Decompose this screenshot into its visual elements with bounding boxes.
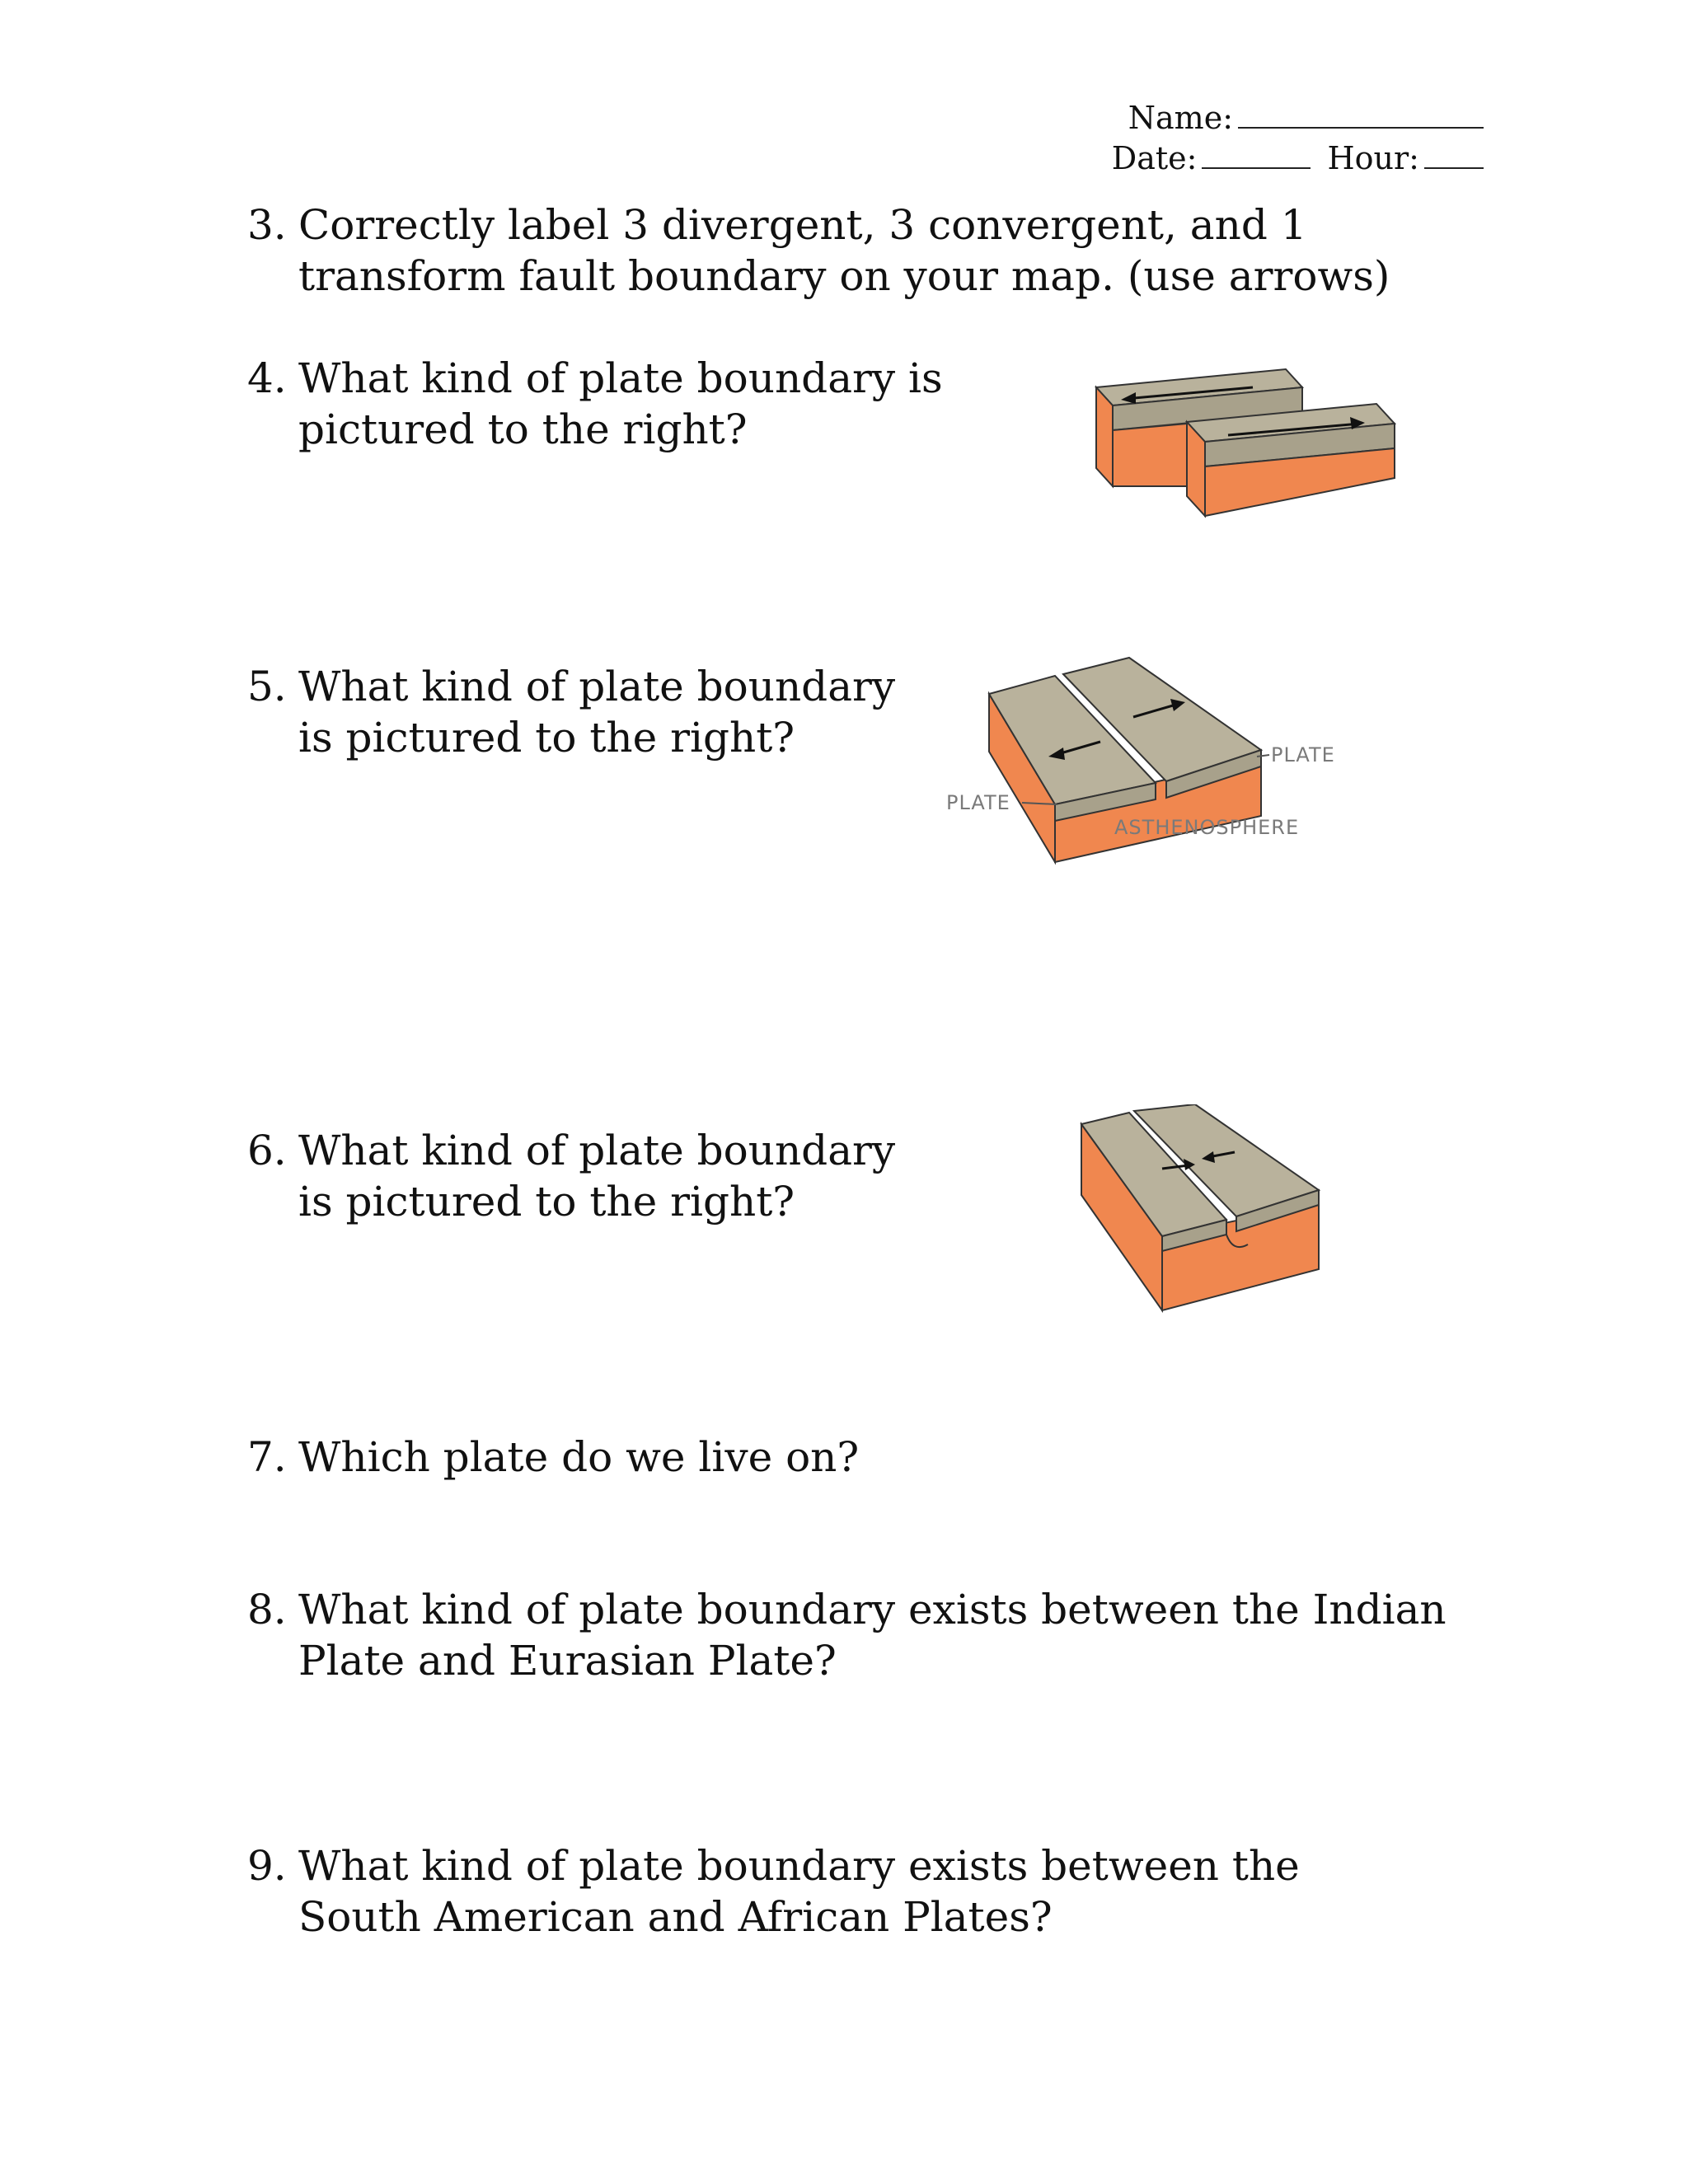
date-field[interactable]: [1202, 138, 1311, 169]
hour-field[interactable]: [1424, 138, 1484, 169]
convergent-boundary-diagram: [1071, 1104, 1335, 1319]
question-text: What kind of plate boundary is pictured to the right?: [298, 1127, 896, 1226]
question-number: 4.: [247, 354, 287, 402]
question-text: What kind of plate boundary exists between the Indian Plate and Eurasian Plate?: [298, 1586, 1447, 1685]
question-text: Correctly label 3 divergent, 3 convergent, and 1 transform fault boundary on your map. (use arrows): [298, 201, 1390, 300]
question-text: What kind of plate boundary is pictured to the right?: [298, 354, 943, 453]
question-5: [247, 661, 907, 763]
question-number: 6.: [247, 1127, 287, 1174]
question-number: 3.: [247, 201, 287, 249]
student-info-header: [1112, 97, 1484, 178]
name-label: Name:: [1128, 100, 1233, 136]
asthenosphere-label: ASTHENOSPHERE: [1114, 816, 1300, 839]
plate-right-label: PLATE: [1271, 743, 1335, 766]
name-row: [1112, 97, 1484, 138]
plate-left-label: PLATE: [946, 791, 1010, 814]
name-field[interactable]: [1238, 97, 1484, 129]
question-8: [247, 1584, 1500, 1686]
question-7: [247, 1432, 1071, 1483]
question-9: [247, 1840, 1418, 1943]
date-hour-row: [1112, 138, 1484, 178]
question-text: What kind of plate boundary exists between the South American and African Plates?: [298, 1842, 1300, 1941]
question-text: What kind of plate boundary is pictured to the right?: [298, 663, 896, 762]
question-6: [247, 1125, 907, 1227]
transform-boundary-diagram: [1088, 363, 1418, 527]
question-number: 8.: [247, 1586, 287, 1633]
question-text: Which plate do we live on?: [298, 1433, 860, 1481]
question-4: [247, 353, 1055, 455]
hour-label: Hour:: [1327, 140, 1419, 176]
question-number: 9.: [247, 1842, 287, 1890]
question-number: 5.: [247, 663, 287, 710]
date-label: Date:: [1111, 140, 1198, 176]
question-3: [247, 199, 1500, 302]
question-number: 7.: [247, 1433, 287, 1481]
divergent-boundary-diagram: [931, 651, 1360, 874]
